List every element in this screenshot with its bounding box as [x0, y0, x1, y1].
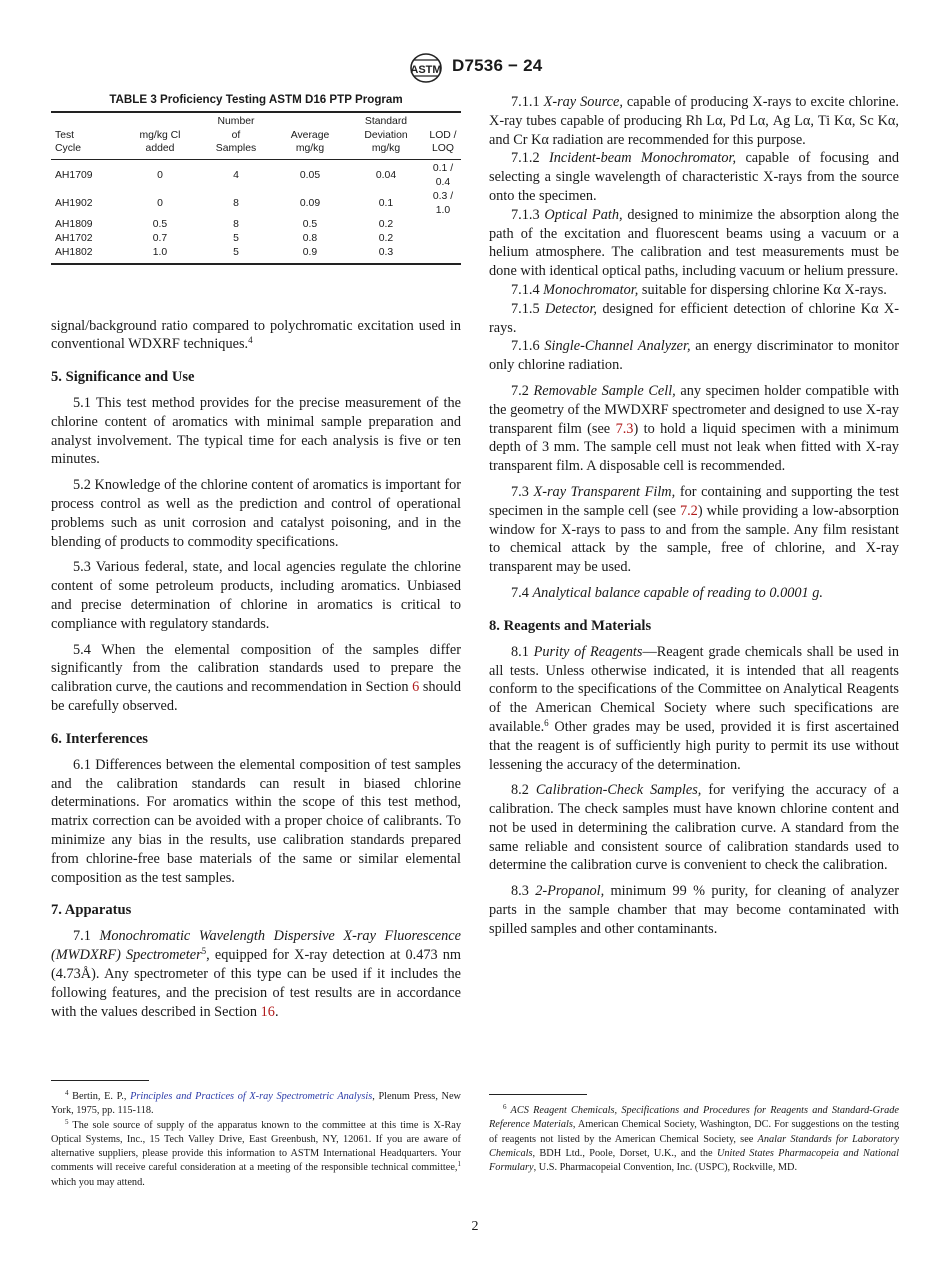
col-header-std-dev: Standard Deviation mg/kg: [364, 116, 408, 154]
document-designation: D7536 − 24: [452, 56, 543, 75]
section-8-heading: 8. Reagents and Materials: [489, 617, 652, 634]
section-6-link[interactable]: 6: [412, 679, 420, 696]
cell-num-samples: 8: [233, 197, 239, 209]
para-7-3: 7.3 X-ray Transparent Film, for containing and supporting the test specimen in the sample cell (see 7.2) while providing a low-absorption window for X-rays to pass to and from the sample. Any film resistant to chemical attack by the sample, free of chlorine, and X-ray transparent may be used.: [489, 483, 900, 576]
proficiency-table: [51, 111, 461, 265]
section-7-3-link[interactable]: 7.3: [615, 420, 634, 437]
footnote-ref-6[interactable]: 6: [544, 717, 549, 728]
col-header-test-cycle: Test Cycle: [55, 129, 81, 154]
table-row: [51, 232, 461, 246]
table-title: TABLE 3 Proficiency Testing ASTM D16 PTP Program: [109, 93, 403, 106]
cell-num-samples: 5: [233, 246, 239, 258]
para-7-1-3: 7.1.3 Optical Path, designed to minimize the absorption along the path of the excitation and fluorescent beams using a vacuum or a helium atmosphere. The calibration and test measurements must be done with identical optical paths, including vacuum or helium pressure.: [489, 206, 899, 280]
right-footnotes: [489, 1104, 899, 1175]
para-8-2: 8.2 Calibration-Check Samples, for verifying the accuracy of a calibration. The check samples must have known chlorine content and not be used in determining the calibration curve. A standard from the same reliable and consistent source of calibration standards used to determine the calibration curve is convenient to check the calibration.: [489, 782, 899, 874]
cell-average: 0.9: [302, 246, 318, 258]
cell-test-cycle: AH1902: [55, 197, 93, 209]
cell-test-cycle: AH1702: [55, 232, 93, 244]
cell-num-samples: 8: [233, 218, 239, 230]
cell-test-cycle: AH1709: [55, 169, 93, 181]
cell-average: 0.05: [299, 169, 321, 181]
right-column: [489, 93, 899, 939]
para-8-1: 8.1 Purity of Reagents—Reagent grade chemicals shall be used in all tests. Unless otherwise indicated, it is intended that all reagents conform to the specifications of the Committee on Analytical Reagents of the American Chemical Society where such specifications are available.$^6$ Other grades may be used, provided it is first ascertained that the reagent is of sufficiently high purity to permit its use without lessening the accuracy of the determination.: [489, 643, 899, 773]
para-7-4: 7.4 Analytical balance capable of reading to 0.0001 g.: [511, 584, 823, 601]
table-header-row: [51, 112, 461, 159]
para-5-2: 5.2 Knowledge of the chlorine content of aromatics is important for process control as well as the prediction and control of operational problems such as unit corrosion and catalyst poisoning, and in the blending of products to commodity specifications.: [51, 477, 461, 550]
cell-average: 0.8: [302, 232, 318, 244]
table-row: [51, 159, 461, 190]
cell-average: 0.09: [299, 197, 321, 209]
cell-cl-added: 0.7: [152, 232, 168, 244]
cell-lod-loq: 0.3 / 1.0: [432, 190, 454, 216]
cell-num-samples: 4: [233, 169, 239, 181]
table-row: [51, 190, 461, 218]
cell-test-cycle: AH1802: [55, 246, 93, 258]
cell-average: 0.5: [302, 218, 318, 230]
page-number: 2: [471, 1219, 479, 1234]
cell-num-samples: 5: [233, 232, 239, 244]
para-5-1: 5.1 This test method provides for the precise measurement of the chlorine content of aromatics with minimal sample preparation and analyst involvement. The typical time for each analysis is five or ten minutes.: [51, 395, 461, 468]
para-7-1-1: 7.1.1 X-ray Source, capable of producing X-rays to excite chlorine. X-ray tubes capable of producing Rh Lα, Pd Lα, Ag Lα, Ti Kα, Sc Kα, and Cr Kα radiation are recommended for this purpose.: [489, 94, 899, 148]
cell-lod-loq: 0.1 / 0.4: [432, 162, 454, 188]
para-5-4: 5.4 When the elemental composition of the samples differ significantly from the calibration standards used to prepare the calibration curve, the cautions and recommendation in Section 6 should be carefully observed.: [51, 641, 461, 715]
footnote-4: $^4$ Bertin, E. P., Principles and Practices of X-ray Spectrometric Analysis, Plenum Press, New York, 1975, pp. 115-118.: [51, 1089, 461, 1117]
section-7-heading: 7. Apparatus: [51, 902, 132, 919]
continued-paragraph: signal/background ratio compared to polychromatic excitation used in conventional WDXRF techniques.$^4$: [51, 317, 461, 353]
svg-text:ASTM: ASTM: [410, 64, 442, 76]
footnote-4-link[interactable]: Principles and Practices of X-ray Spectrometric Analysis: [130, 1091, 373, 1102]
section-5-heading: 5. Significance and Use: [51, 369, 195, 386]
cell-cl-added: 0: [157, 169, 163, 181]
footnote-divider: [489, 1094, 587, 1095]
cell-cl-added: 0: [157, 197, 163, 209]
left-column: [51, 93, 461, 1021]
col-header-average: Average mg/kg: [290, 129, 330, 154]
cell-test-cycle: AH1809: [55, 218, 93, 230]
col-header-lod-loq: LOD / LOQ: [429, 129, 457, 154]
para-8-3: 8.3 2-Propanol, minimum 99 % purity, for cleaning of analyzer parts in the sample chamber that may become contaminated with spilled samples and other contaminants.: [489, 883, 899, 937]
astm-logo-icon: [408, 52, 444, 84]
section-7-2-link[interactable]: 7.2: [679, 502, 698, 519]
para-7-1-4: 7.1.4 Monochromator, suitable for dispersing chlorine Kα X-rays.: [511, 281, 887, 298]
cell-std-dev: 0.3: [378, 246, 394, 258]
footnote-5: $^5$ The sole source of supply of the apparatus known to the committee at this time is X-Ray Optical Systems, Inc., 15 Tech Valley Drive, East Greenbush, NY, 12061. If you are aware of alternative suppliers, please provide this information to ASTM International Headquarters. Your comments will receive careful consideration at a meeting of the responsible technical committee,$^1$ which you may attend.: [51, 1117, 461, 1188]
cell-std-dev: 0.04: [375, 169, 397, 181]
para-7-2: 7.2 Removable Sample Cell, any specimen holder compatible with the geometry of the MWDXRF spectrometer and designed to use X-ray transparent film (see 7.3) to hold a liquid specimen with a minimum depth of 3 mm. The sample cell must not leak when fitted with X-ray transparent film. A disposable cell is recommended.: [489, 382, 899, 475]
footnote-ref-4[interactable]: 4: [248, 335, 253, 346]
cell-lod-loq: [425, 232, 461, 246]
cell-lod-loq: [425, 218, 461, 232]
col-header-num-samples: Number of Samples: [215, 116, 257, 154]
page-header: [0, 52, 950, 86]
cell-lod-loq: [425, 246, 461, 264]
left-footnotes: [51, 1090, 461, 1190]
footnote-divider: [51, 1080, 149, 1081]
section-16-link[interactable]: 16: [260, 1003, 275, 1020]
para-7-1-5: 7.1.5 Detector, designed for efficient detection of chlorine Kα X-rays.: [489, 300, 899, 336]
para-6-1: 6.1 Differences between the elemental composition of test samples and the calibration standards can result in biased chlorine determinations. For aromatics within the scope of this test method, matrix correction can be avoided with a proper choice of calibrants. To minimize any bias in the results, use calibration standards prepared from chlorine-free base materials of the same or similar elemental composition as the test samples.: [51, 756, 461, 886]
para-5-3: 5.3 Various federal, state, and local agencies regulate the chlorine content of some petroleum products, including aromatics. Unbiased and precise determination of chlorine in aromatics is critical to compliance with regulatory standards.: [51, 559, 461, 632]
table-row: [51, 218, 461, 232]
section-6-heading: 6. Interferences: [51, 730, 148, 747]
cell-std-dev: 0.1: [378, 197, 394, 209]
col-header-cl-added: mg/kg Cl added: [139, 129, 181, 154]
cell-std-dev: 0.2: [378, 232, 394, 244]
table-row: [51, 246, 461, 264]
footnote-6: $^6$ ACS Reagent Chemicals, Specifications and Procedures for Reagents and Standard-Grade Reference Materials, American Chemical Society, Washington, DC. For suggestions on the testing of reagents not listed by the American Chemical Society, see Analar Standards for Laboratory Chemicals, BDH Ltd., Poole, Dorset, U.K., and the United States Pharmacopeia and National Formulary, U.S. Pharmacopeial Convention, Inc. (USPC), Rockville, MD.: [489, 1103, 900, 1174]
para-7-1: 7.1 Monochromatic Wavelength Dispersive X-ray Fluorescence (MWDXRF) Spectrometer$^5$, equipped for X-ray detection at 0.473 nm (4.73Å). Any spectrometer of this type can be used if it includes the following features, and the precision of test results are in accordance with the values described in Section 16.: [51, 928, 461, 1020]
cell-cl-added: 0.5: [152, 218, 168, 230]
para-7-1-2: 7.1.2 Incident-beam Monochromator, capable of focusing and selecting a single wavelength of characteristic X-rays from the source onto the specimen.: [489, 150, 899, 204]
cell-std-dev: 0.2: [378, 218, 394, 230]
cell-cl-added: 1.0: [152, 246, 168, 258]
footnote-ref-5[interactable]: 5: [201, 946, 207, 957]
para-7-1-6: 7.1.6 Single-Channel Analyzer, an energy discriminator to monitor only chlorine radiation.: [489, 338, 899, 374]
